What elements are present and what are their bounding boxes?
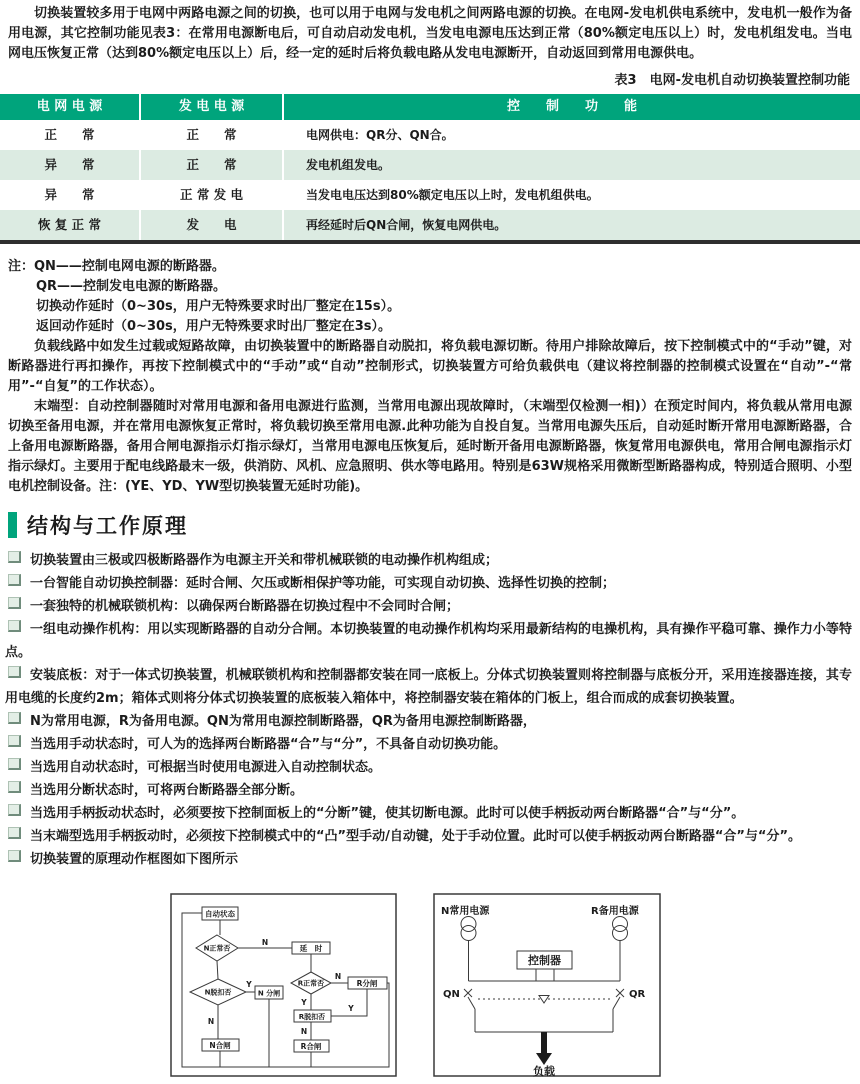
list-item xyxy=(5,710,852,733)
square-bullet-icon xyxy=(8,758,21,770)
control-function-table xyxy=(0,94,860,244)
note-line: QR——控制发电电源的断路器。 xyxy=(36,279,227,294)
table-header-control-function: 控 制 功 能 xyxy=(284,94,860,120)
square-bullet-icon xyxy=(8,712,21,724)
list-item xyxy=(5,779,852,802)
list-item xyxy=(5,733,852,756)
circuit-label-load: 负载 xyxy=(533,1065,555,1078)
table-cell: 异 常 xyxy=(0,180,139,210)
circuit-label-n-source: N常用电源 xyxy=(441,906,490,917)
breaker-blade xyxy=(613,997,620,1009)
flowchart-branch-label: N xyxy=(334,972,342,981)
table-cell: 恢 复 正 常 xyxy=(0,210,139,240)
note-line: 注：QN——控制电网电源的断路器。 xyxy=(8,259,225,274)
square-bullet-icon xyxy=(8,551,21,563)
flowchart-label: R分闸 xyxy=(356,979,378,988)
bullet-list xyxy=(5,549,852,871)
list-item-text: 一套独特的机械联锁机构：以确保两台断路器在切换过程中不会同时合闸； xyxy=(30,599,460,614)
transfer-circuit-diagram xyxy=(433,893,661,1078)
table-header-row xyxy=(0,94,860,120)
flowchart-branch-label: N xyxy=(300,1027,308,1036)
section-accent-bar xyxy=(8,512,17,538)
list-item xyxy=(5,825,852,848)
flowchart-label: N脱扣否 xyxy=(204,988,232,997)
flowchart-label: R正常否 xyxy=(297,979,325,988)
flowchart-branch-label: Y xyxy=(301,998,307,1007)
square-bullet-icon xyxy=(8,620,21,632)
table-bottom-rule xyxy=(0,240,860,244)
flowchart-branch-label: Y xyxy=(348,1004,354,1013)
list-item xyxy=(5,664,852,710)
table-cell: 正 常 发 电 xyxy=(141,180,282,210)
list-item xyxy=(5,572,852,595)
note-paragraph: 末端型：自动控制器随时对常用电源和备用电源进行监测，当常用电源出现故障时，（末端型仅检测一相)）在预定时间内，将负载从常用电源切换至备用电源，并在常用电源恢复正常时，将负载切换至常用电源.此种功能为自投自复。当常用电源失压后，自动延时断开常用电源断路器，合上备用电源断路器，备用合闸电源指示灯指示绿灯，当常用电源电压恢复后，延时断开备用电源断路器，恢复常用电源供电，常用合闸电源指示灯指示绿灯。主要用于配电线路最末一级，供消防、风机、应急照明、供水等电路用。特别是63W规格采用微断型断路器构成，特别适合照明、小型电机控制设备。注：(YE、YD、YW型切换装置无延时功能)。 xyxy=(8,399,852,494)
list-item xyxy=(5,756,852,779)
table-cell: 发 电 xyxy=(141,210,282,240)
flowchart-label: R合闸 xyxy=(300,1042,322,1051)
list-item-text: 当选用手柄扳动状态时，必须要按下控制面板上的“分断”键，使其切断电源。此时可以使手柄扳动两台断路器“合”与“分”。 xyxy=(30,806,745,821)
flowchart-branch-label: Y xyxy=(246,980,252,989)
table-row xyxy=(0,150,860,180)
flowchart-label: 延 时 xyxy=(299,944,323,953)
circuit-label-qr: QR xyxy=(629,989,646,1000)
source-symbol-icon xyxy=(461,917,476,932)
circuit-label-qn: QN xyxy=(443,989,460,1000)
list-item xyxy=(5,802,852,825)
list-item-text: 切换装置的原理动作框图如下图所示 xyxy=(30,852,239,867)
flowchart-label: N正常否 xyxy=(203,944,231,953)
table-cell: 电网供电：QR分、QN合。 xyxy=(284,120,860,150)
list-item-text: 一组电动操作机构：用以实现断路器的自动分合闸。本切换装置的电动操作机构均采用最新结构的电操机构，具有操作平稳可靠、操作力小等特点。 xyxy=(5,622,852,660)
list-item-text: 当选用手动状态时，可人为的选择两台断路器“合”与“分”，不具备自动切换功能。 xyxy=(30,737,507,752)
note-paragraph: 负载线路中如发生过载或短路故障，由切换装置中的断路器自动脱扣，将负载电源切断。待用户排除故障后，按下控制模式中的“手动”键，对断路器进行再扣操作，再按下控制模式中的“手动”或“自动”控制形式，切换装置方可给负载供电（建议将控制器的控制模式设置在“自动”-“常用”-“自复”的工作状态）。 xyxy=(8,339,852,394)
list-item-text: 一台智能自动切换控制器：延时合闸、欠压或断相保护等功能，可实现自动切换、选择性切换的控制； xyxy=(30,576,616,591)
section-title: 结构与工作原理 xyxy=(27,514,188,538)
list-item-text: 切换装置由三极或四极断路器作为电源主开关和带机械联锁的电动操作机构组成； xyxy=(30,553,499,568)
flowchart-label: R脱扣否 xyxy=(298,1013,326,1021)
note-line: 切换动作延时（0~30s，用户无特殊要求时出厂整定在15s）。 xyxy=(36,299,401,314)
list-item xyxy=(5,595,852,618)
flowchart-connector xyxy=(217,961,218,979)
list-item-text: 安装底板：对于一体式切换装置，机械联锁机构和控制器都安装在同一底板上。分体式切换装置则将控制器与底板分开，采用连接器连接，其专用电缆的长度约2m；箱体式则将分体式切换装置的底板装入箱体中，将控制器安装在箱体的门板上，组合而成的成套切换装置。 xyxy=(5,668,852,706)
intro-paragraph: 切换装置较多用于电网中两路电源之间的切换，也可以用于电网与发电机之间两路电源的切换。在电网-发电机供电系统中，发电机一般作为备用电源，其它控制功能见表3：在常用电源断电后，可自动启动发电机，当发电电源电压达到正常（80%额定电压以上）时，发电机组发电。当电网电压恢复正常（达到80%额定电压以上）后，经一定的延时后将负载电路从发电电源断开，自动返回到常用电源供电。 xyxy=(8,6,852,61)
logic-flowchart-diagram xyxy=(170,893,397,1078)
list-item-text: 当末端型选用手柄扳动时，必须按下控制模式中的“凸”型手动/自动键，处于手动位置。此时可以使手柄扳动两台断路器“合”与“分”。 xyxy=(30,829,802,844)
table-cell: 当发电电压达到80%额定电压以上时，发电机组供电。 xyxy=(284,180,860,210)
table-header-generator-power: 发 电 电 源 xyxy=(141,94,282,120)
square-bullet-icon xyxy=(8,597,21,609)
table-header-grid-power: 电 网 电 源 xyxy=(0,94,139,120)
square-bullet-icon xyxy=(8,574,21,586)
notes-block xyxy=(8,257,852,497)
section-header xyxy=(8,510,860,540)
flowchart-label: N 分闸 xyxy=(257,989,281,998)
list-item xyxy=(5,549,852,572)
table-caption: 表3 电网-发电机自动切换装置控制功能 xyxy=(614,73,850,88)
table-cell: 异 常 xyxy=(0,150,139,180)
square-bullet-icon xyxy=(8,804,21,816)
table-cell: 正 常 xyxy=(0,120,139,150)
flowchart-branch-label: N xyxy=(261,938,269,947)
list-item xyxy=(5,618,852,664)
breaker-blade xyxy=(468,997,475,1009)
flowchart-label: N合闸 xyxy=(209,1041,231,1050)
flowchart-label: 自动状态 xyxy=(205,909,235,919)
square-bullet-icon xyxy=(8,735,21,747)
table-cell: 发电机组发电。 xyxy=(284,150,860,180)
table-cell: 正 常 xyxy=(141,150,282,180)
square-bullet-icon xyxy=(8,827,21,839)
source-symbol-icon xyxy=(613,917,628,932)
table-row xyxy=(0,120,860,150)
load-arrow-head-icon xyxy=(536,1053,552,1065)
list-item xyxy=(5,848,852,871)
note-line: 返回动作延时（0~30s，用户无特殊要求时出厂整定在3s）。 xyxy=(36,319,392,334)
table-cell: 正 常 xyxy=(141,120,282,150)
source-symbol-icon xyxy=(461,926,476,941)
square-bullet-icon xyxy=(8,666,21,678)
list-item-text: 当选用自动状态时，可根据当时使用电源进入自动控制状态。 xyxy=(30,760,382,775)
flowchart-branch-label: N xyxy=(207,1017,215,1026)
table-row xyxy=(0,210,860,240)
square-bullet-icon xyxy=(8,850,21,862)
square-bullet-icon xyxy=(8,781,21,793)
list-item-text: N为常用电源，R为备用电源。QN为常用电源控制断路器，QR为备用电源控制断路器， xyxy=(30,714,536,729)
source-symbol-icon xyxy=(613,926,628,941)
interlock-triangle-icon xyxy=(539,996,549,1004)
circuit-label-controller: 控制器 xyxy=(528,954,561,967)
list-item-text: 当选用分断状态时，可将两台断路器全部分断。 xyxy=(30,783,304,798)
circuit-label-r-source: R备用电源 xyxy=(591,906,639,917)
table-row xyxy=(0,180,860,210)
table-cell: 再经延时后QN合闸，恢复电网供电。 xyxy=(284,210,860,240)
diagram-row xyxy=(0,893,860,1084)
